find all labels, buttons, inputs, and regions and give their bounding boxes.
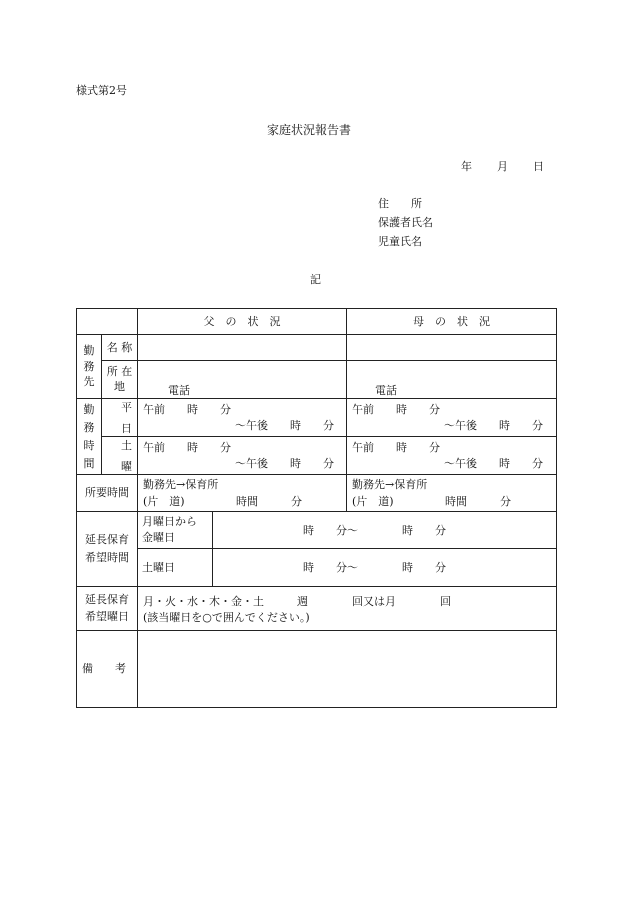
child-name-label: 児童氏名 [378,235,422,248]
date-month: 月 [497,160,508,173]
commute-time-label: 所要時間 [77,475,138,512]
extended-saturday-label: 土曜日 [138,549,213,587]
guardian-name-label: 保護者氏名 [378,216,433,229]
status-table [76,308,557,708]
father-commute-time[interactable]: 勤務先→保育所 (片 道) 時間 分 [138,475,347,512]
work-time-label: 勤 務 時 間 [77,399,102,475]
ki-label: 記 [310,273,321,286]
father-workplace-location[interactable] [138,361,347,399]
saturday-extended-hours[interactable]: 時 分〜 時 分 [213,549,557,587]
workplace-label: 勤 務 先 [77,335,102,399]
weekday-label: 平 日 [102,399,138,437]
mother-workplace-name[interactable] [347,335,557,361]
extended-days-label: 延長保育 希望曜日 [77,587,138,631]
mother-commute-time[interactable]: 勤務先→保育所 (片 道) 時間 分 [347,475,557,512]
father-header: 父 の 状 況 [138,309,347,335]
remarks-field[interactable] [138,631,557,708]
document-title: 家庭状況報告書 [267,123,352,137]
father-workplace-name[interactable] [138,335,347,361]
mother-phone-label: 電話 [375,384,397,397]
mon-fri-label: 月曜日から 金曜日 [138,512,213,549]
remarks-label: 備 考 [77,631,138,708]
workplace-name-label: 名 称 [102,335,138,361]
date-day: 日 [533,160,544,173]
father-phone-label: 電話 [168,384,190,397]
mother-workplace-location[interactable] [347,361,557,399]
mother-weekday-hours[interactable]: 午前 時 分 〜午後 時 分 [347,399,557,437]
extended-time-label: 延長保育 希望時間 [77,512,138,587]
father-saturday-hours[interactable]: 午前 時 分 〜午後 時 分 [138,437,347,475]
saturday-label: 土 曜 [102,437,138,475]
workplace-location-label: 所 在 地 [102,361,138,399]
mother-saturday-hours[interactable]: 午前 時 分 〜午後 時 分 [347,437,557,475]
form-number: 様式第2号 [76,84,127,97]
father-weekday-hours[interactable]: 午前 時 分 〜午後 時 分 [138,399,347,437]
mon-fri-hours[interactable]: 時 分〜 時 分 [213,512,557,549]
address-label: 住 所 [378,197,422,210]
date-year: 年 [461,160,472,173]
extended-days-field[interactable]: 月・火・水・木・金・土 週 回又は月 回 (該当曜日を○で囲んでください。) [138,587,557,631]
mother-header: 母 の 状 況 [347,309,557,335]
